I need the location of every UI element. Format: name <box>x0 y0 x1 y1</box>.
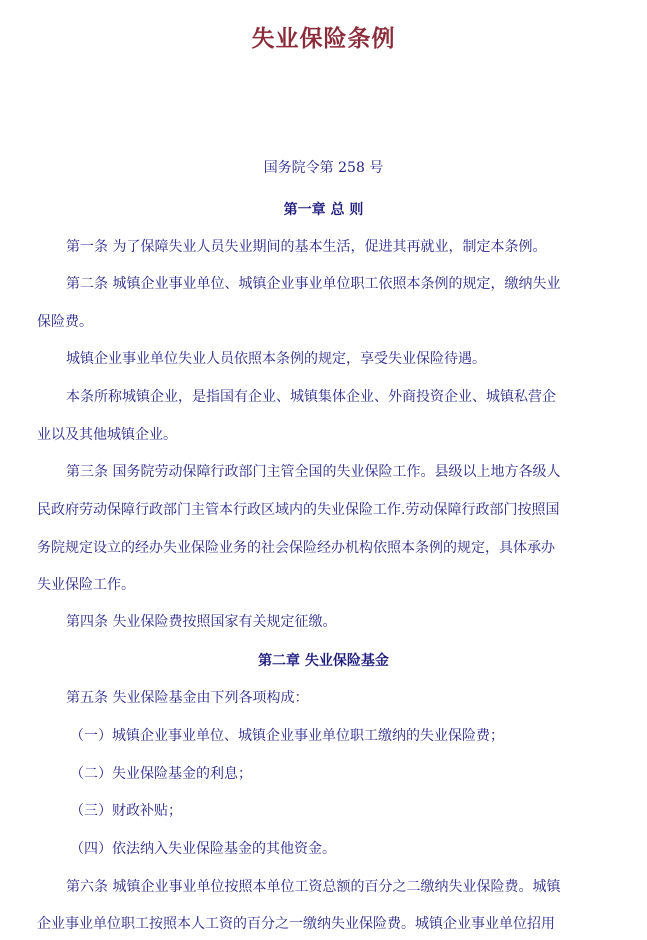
article-5-item-4: （四）依法纳入失业保险基金的其他资金。 <box>70 841 336 857</box>
article-6-line-1: 第六条 城镇企业事业单位按照本单位工资总额的百分之二缴纳失业保险费。城镇 <box>66 879 561 895</box>
article-3-line-4: 失业保险工作。 <box>37 577 135 593</box>
article-5-item-1: （一）城镇企业事业单位、城镇企业事业单位职工缴纳的失业保险费； <box>70 728 504 744</box>
article-5: 第五条 失业保险基金由下列各项构成： <box>66 690 309 706</box>
article-4: 第四条 失业保险费按照国家有关规定征缴。 <box>66 614 337 630</box>
article-2-line-2: 保险费。 <box>37 314 93 330</box>
article-2-para-3-line-1: 本条所称城镇企业，是指国有企业、城镇集体企业、外商投资企业、城镇私营企 <box>66 389 556 405</box>
article-2-para-3-line-2: 业以及其他城镇企业。 <box>37 427 177 443</box>
article-2-para-2: 城镇企业事业单位失业人员依照本条例的规定，享受失业保险待遇。 <box>66 351 486 367</box>
article-5-item-2: （二）失业保险基金的利息； <box>70 766 252 782</box>
chapter-heading-1: 第一章 总 则 <box>283 202 364 218</box>
article-6-line-2: 企业事业单位职工按照本人工资的百分之一缴纳失业保险费。城镇企业事业单位招用 <box>37 916 555 932</box>
article-5-item-3: （三）财政补贴； <box>70 803 182 819</box>
article-3-line-2: 民政府劳动保障行政部门主管本行政区域内的失业保险工作.劳动保障行政部门按照国 <box>37 502 560 518</box>
article-3-line-3: 务院规定设立的经办失业保险业务的社会保险经办机构依照本条例的规定，具体承办 <box>37 540 555 556</box>
article-1: 第一条 为了保障失业人员失业期间的基本生活，促进其再就业，制定本条例。 <box>66 239 547 255</box>
document-title: 失业保险条例 <box>251 25 396 52</box>
article-2-line-1: 第二条 城镇企业事业单位、城镇企业事业单位职工依照本条例的规定，缴纳失业 <box>66 276 561 292</box>
decree-number: 国务院令第 258 号 <box>263 160 384 176</box>
chapter-heading-2: 第二章 失业保险基金 <box>258 653 389 669</box>
article-3-line-1: 第三条 国务院劳动保障行政部门主管全国的失业保险工作。县级以上地方各级人 <box>66 464 561 480</box>
